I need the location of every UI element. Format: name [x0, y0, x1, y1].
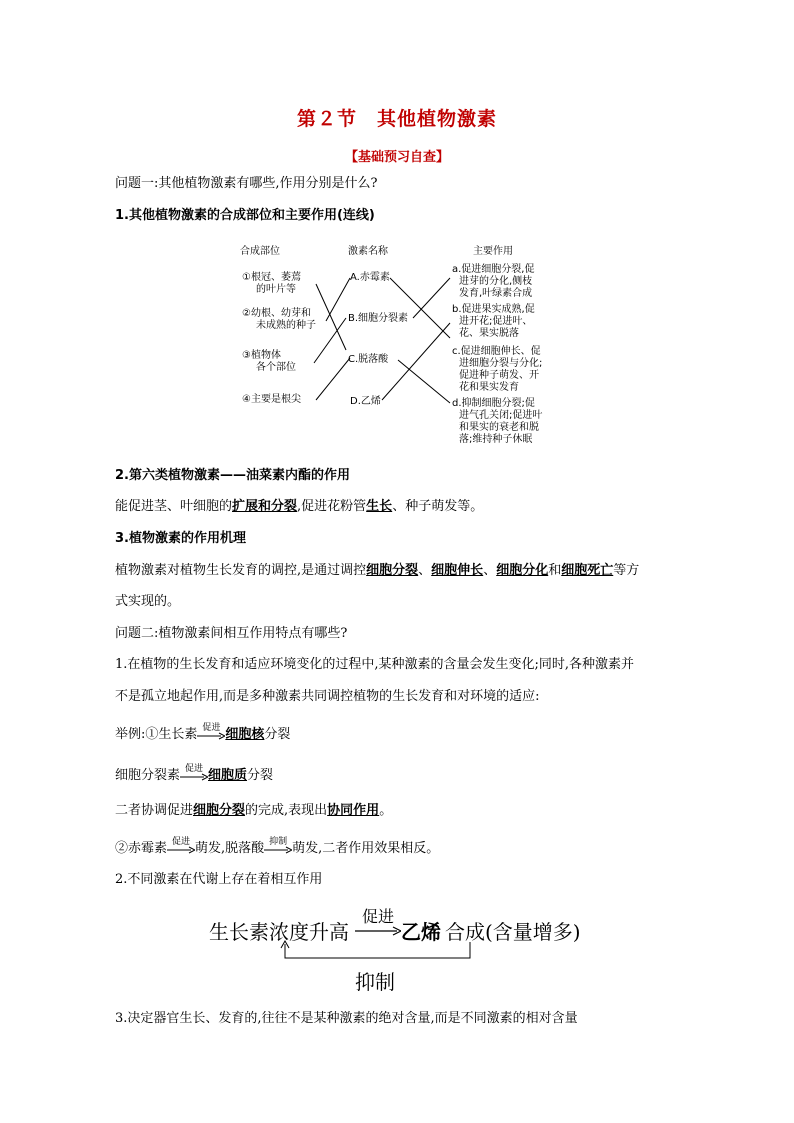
example-3: 二者协调促进细胞分裂的完成,表现出协同作用。	[115, 803, 393, 818]
header-hormone: 激素名称	[348, 246, 388, 257]
site-1: ①根冠、萎蔫 的叶片等	[242, 272, 301, 295]
subheading-5: 2.不同激素在代谢上存在着相互作用	[115, 872, 323, 887]
inhibit-arrow: 抑制	[264, 840, 292, 854]
example-1: 举例:①生长素 促进 细胞核分裂	[115, 723, 291, 742]
paragraph-4-line2: 不是孤立地起作用,而是多种激素共同调控植物的生长发育和对环境的适应:	[115, 689, 540, 704]
site-3: ③植物体 各个部位	[242, 350, 296, 373]
fig-promote-label: 促进	[361, 907, 394, 926]
section-badge: 【基础预习自查】	[344, 150, 449, 165]
subheading-3: 3.植物激素的作用机理	[115, 531, 246, 546]
line-B-a	[413, 278, 450, 318]
paragraph-4-line1: 1.在植物的生长发育和适应环境变化的过程中,某种激素的含量会发生变化;同时,各种激素并	[115, 657, 635, 672]
line-site4-C2	[316, 358, 350, 400]
effect-a: a.促进细胞分裂,促 进芽的分化,侧枝 发育,叶绿素合成	[452, 264, 535, 299]
header-effect: 主要作用	[473, 246, 513, 257]
question-1: 问题一:其他植物激素有哪些,作用分别是什么?	[115, 176, 378, 191]
subheading-6: 3.决定器官生长、发育的,往往不是某种激素的绝对含量,而是不同激素的相对含量	[115, 1011, 578, 1026]
subheading-1: 1.其他植物激素的合成部位和主要作用(连线)	[115, 208, 375, 223]
subheading-2: 2.第六类植物激素——油菜素内酯的作用	[115, 468, 350, 483]
feedback-figure	[205, 900, 605, 995]
hormone-D: D.乙烯	[350, 396, 381, 407]
paragraph-3-line1: 植物激素对植物生长发育的调控,是通过调控细胞分裂、细胞伸长、细胞分化和细胞死亡等方	[115, 563, 640, 578]
line-D-b	[382, 323, 450, 400]
effect-c: c.促进细胞伸长、促 进细胞分裂与分化; 促进种子萌发、开 花和果实发育	[452, 346, 543, 393]
fig-inhibit-label: 抑制	[355, 970, 395, 994]
fig-feedback-line	[275, 940, 475, 964]
question-2: 问题二:植物激素间相互作用特点有哪些?	[115, 626, 348, 641]
fig-promote-arrow	[355, 926, 401, 936]
effect-d: d.抑制细胞分裂;促 进气孔关闭;促进叶 和果实的衰老和脱 落;维持种子休眠	[452, 398, 543, 445]
line-C-d	[398, 360, 450, 403]
fig-auxin-rise: 生长素浓度升高	[209, 920, 349, 944]
fig-synthesis: 合成(含量增多)	[445, 920, 581, 944]
hormone-matching-diagram	[230, 238, 570, 458]
header-site: 合成部位	[240, 246, 280, 257]
paragraph-2: 能促进茎、叶细胞的扩展和分裂,促进花粉管生长、种子萌发等。	[115, 499, 484, 514]
promote-arrow: 促进	[197, 726, 225, 740]
example-4: ②赤霉素 促进 萌发,脱落酸 抑制 萌发,二者作用效果相反。	[115, 837, 440, 856]
effect-b: b.促进果实成熟,促 进开花;促进叶、 花、果实脱落	[452, 304, 535, 339]
line-site2-A	[326, 278, 350, 321]
example-2: 细胞分裂素 促进 细胞质分裂	[115, 764, 274, 783]
hormone-C: C.脱落酸	[348, 354, 389, 365]
paragraph-3-line2: 式实现的。	[115, 594, 181, 609]
site-4: ④主要是根尖	[242, 394, 301, 405]
site-2: ②幼根、幼芽和 未成熟的种子	[242, 308, 316, 331]
page-title: 第２节 其他植物激素	[296, 108, 497, 130]
promote-arrow: 促进	[167, 840, 195, 854]
fig-ethylene: 乙烯	[401, 920, 441, 944]
hormone-A: A.赤霉素	[350, 272, 390, 283]
promote-arrow: 促进	[180, 767, 208, 781]
hormone-B: B.细胞分裂素	[348, 313, 409, 324]
